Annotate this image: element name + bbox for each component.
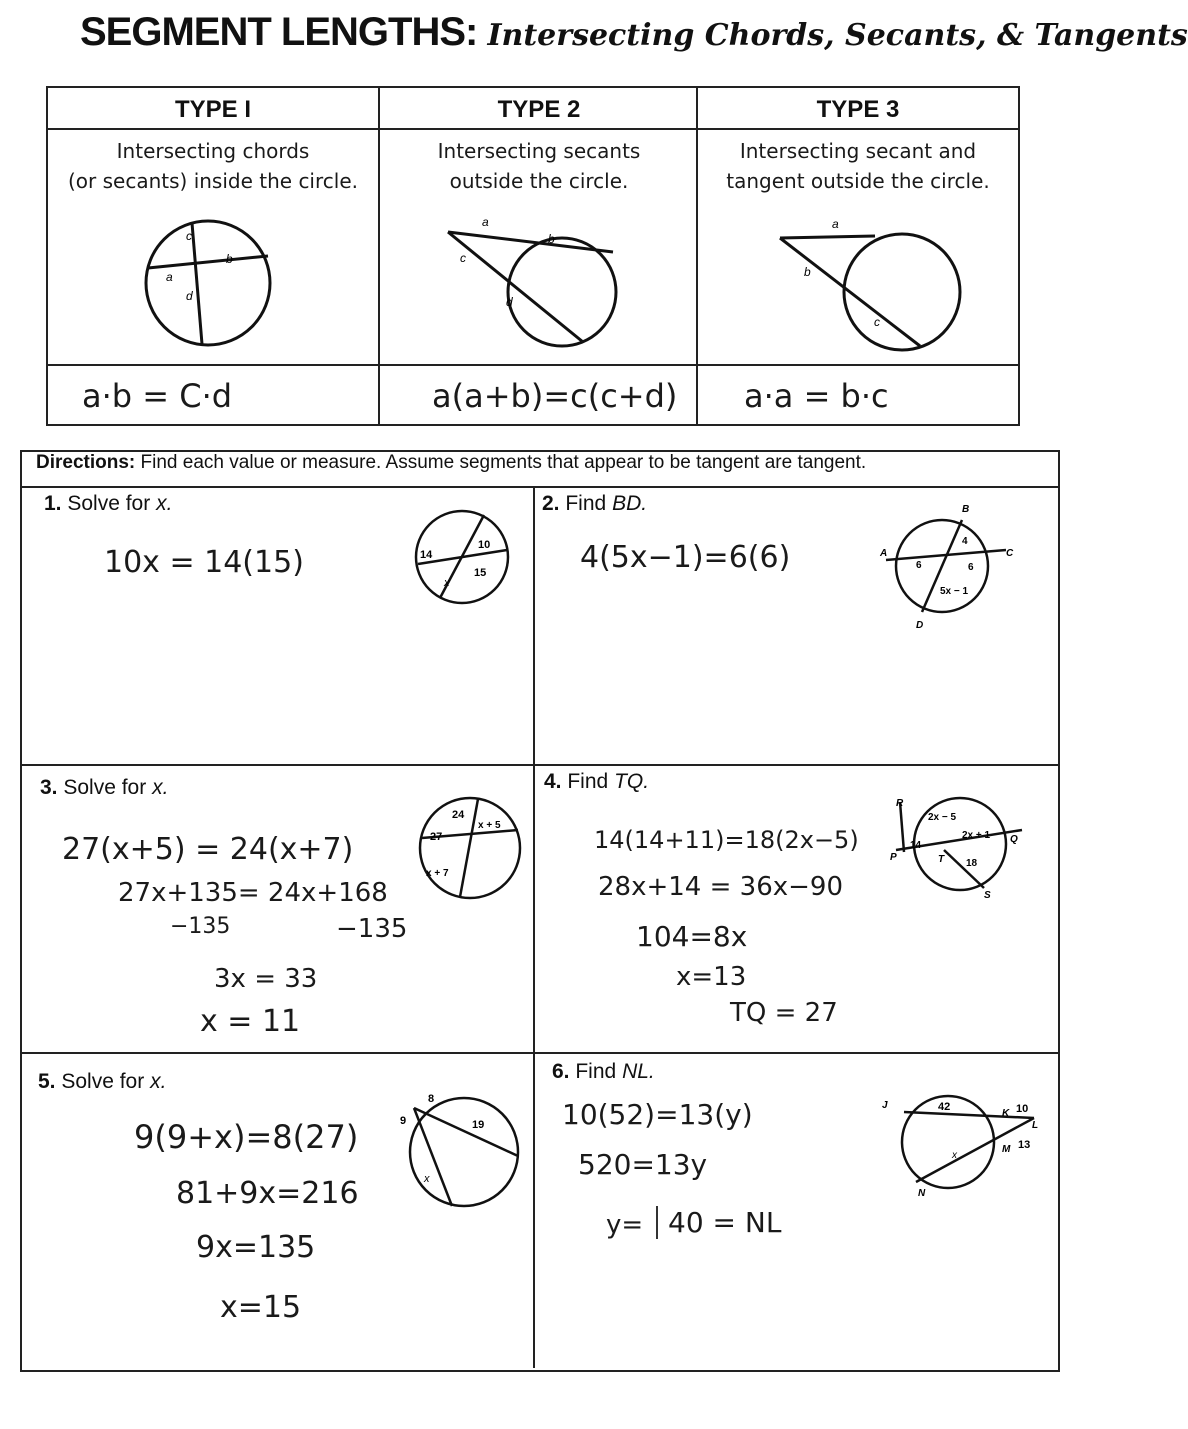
label-d: d <box>186 289 193 303</box>
label: 14 <box>910 840 922 851</box>
label: 27 <box>430 831 443 843</box>
directions-bold: Directions: <box>36 452 136 473</box>
label: K <box>1002 1108 1010 1119</box>
types-table <box>46 86 1020 426</box>
problem-6-diagram <box>872 1090 1042 1210</box>
chord <box>148 256 268 268</box>
label: 13 <box>1018 1139 1031 1151</box>
problem-number: 1. <box>44 492 62 515</box>
type-3-desc-line: Intersecting secant and <box>739 139 977 163</box>
problem-prompt: Solve for <box>63 776 147 799</box>
label: 2x + 1 <box>962 830 991 841</box>
type-1-desc-line: Intersecting chords <box>116 139 310 163</box>
problem-2-label <box>542 492 647 516</box>
label: 19 <box>472 1119 485 1131</box>
type-1-head: TYPE I <box>48 88 378 130</box>
label: L <box>1032 1120 1039 1131</box>
divider <box>22 764 1058 766</box>
type-1-desc-line: (or secants) inside the circle. <box>68 169 358 193</box>
label: P <box>890 852 897 863</box>
label: A <box>880 548 888 559</box>
problem-5-work-line: x=15 <box>220 1290 302 1325</box>
circle <box>508 238 616 346</box>
problem-4-work-line: 104=8x <box>636 920 748 953</box>
chord <box>192 223 202 344</box>
label: 9 <box>400 1115 407 1127</box>
type-1-column <box>48 88 378 424</box>
type-2-formula: a(a+b)=c(c+d) <box>380 364 698 424</box>
secant <box>780 238 920 346</box>
problem-2-work: 4(5x−1)=6(6) <box>580 540 791 575</box>
secant <box>916 1118 1034 1182</box>
label-d: d <box>506 295 513 309</box>
problem-number: 5. <box>38 1070 56 1093</box>
divider <box>22 1052 1058 1054</box>
problem-6-work-line: 10(52)=13(y) <box>562 1098 753 1131</box>
problem-6-work-line: 40 = NL <box>656 1206 791 1239</box>
label: M <box>1002 1144 1011 1155</box>
problem-3-work-line: −135 <box>336 914 408 944</box>
problem-number: 3. <box>40 776 58 799</box>
problem-1-label <box>44 492 172 516</box>
tangent <box>900 802 904 852</box>
problem-6-work-line: y= <box>606 1210 644 1240</box>
label: x <box>424 1173 430 1185</box>
problem-prompt: Find <box>567 770 609 793</box>
problem-variable: BD. <box>612 492 648 515</box>
label: D <box>916 620 924 631</box>
problem-6-work-line: 520=13y <box>578 1148 708 1181</box>
problem-1-work: 10x = 14(15) <box>104 545 304 580</box>
problem-variable: x. <box>152 776 169 799</box>
problem-4-diagram <box>884 790 1034 910</box>
label: x + 5 <box>478 820 501 831</box>
label: 14 <box>420 549 433 561</box>
label: 6 <box>968 562 974 573</box>
type-1-formula: a·b = C·d <box>48 364 378 424</box>
label: 2x − 5 <box>928 812 957 823</box>
problem-variable: x. <box>150 1070 167 1093</box>
label: T <box>938 854 945 865</box>
problem-number: 6. <box>552 1060 570 1083</box>
title-subtitle: Intersecting Chords, Secants, & Tangents <box>487 18 1188 53</box>
page-title <box>80 10 1188 55</box>
label: B <box>962 504 970 515</box>
problem-3-label <box>40 776 168 800</box>
secant <box>904 1112 1034 1118</box>
label-b: b <box>804 265 811 279</box>
problem-3-work-line: x = 11 <box>200 1004 301 1039</box>
type-2-head: TYPE 2 <box>380 88 698 130</box>
type-2-diagram <box>438 214 628 354</box>
divider <box>533 486 535 1368</box>
problem-5-work-line: 9x=135 <box>196 1230 316 1265</box>
type-1-diagram <box>128 208 298 358</box>
divider <box>22 486 1058 488</box>
type-2-description <box>384 136 694 196</box>
type-1-description <box>52 136 374 196</box>
type-2-desc-line: outside the circle. <box>449 169 629 193</box>
label-a: a <box>832 217 839 231</box>
label-a: a <box>482 215 489 229</box>
problem-prompt: Solve for <box>61 1070 145 1093</box>
problem-3-work-line: 27(x+5) = 24(x+7) <box>62 832 354 867</box>
problem-prompt: Solve for <box>67 492 151 515</box>
label: R <box>896 798 904 809</box>
problem-6-label <box>552 1060 655 1084</box>
problem-5-label <box>38 1070 166 1094</box>
chord <box>922 520 962 612</box>
problem-3-diagram <box>410 790 530 900</box>
type-3-column <box>696 88 1018 424</box>
problem-prompt: Find <box>565 492 607 515</box>
label: 5x − 1 <box>940 586 969 597</box>
label: J <box>882 1100 888 1111</box>
problem-prompt: Find <box>575 1060 617 1083</box>
label-c: c <box>460 251 466 265</box>
directions-text: Find each value or measure. Assume segments that appear to be tangent are tangent. <box>140 452 867 473</box>
problem-3-work-line: −135 <box>170 914 231 939</box>
label-b: b <box>226 252 233 266</box>
problem-2-diagram <box>876 498 1026 638</box>
type-3-desc-line: tangent outside the circle. <box>726 169 990 193</box>
label-c: c <box>186 229 192 243</box>
type-2-desc-line: Intersecting secants <box>437 139 641 163</box>
problem-variable: x. <box>156 492 173 515</box>
type-3-diagram <box>770 214 970 354</box>
problem-5-diagram <box>396 1084 526 1214</box>
label: 24 <box>452 809 465 821</box>
label: S <box>984 890 991 901</box>
label-b: b <box>548 232 555 246</box>
problem-5-work-line: 81+9x=216 <box>176 1176 359 1211</box>
tangent <box>780 236 875 238</box>
problem-number: 2. <box>542 492 560 515</box>
type-3-description <box>702 136 1014 196</box>
segment <box>944 850 984 888</box>
label: x <box>952 1150 957 1161</box>
problem-1-diagram <box>404 506 524 606</box>
label-a: a <box>166 270 173 284</box>
label: 10 <box>1016 1103 1029 1115</box>
label: 4 <box>962 536 968 547</box>
secant <box>448 232 583 342</box>
problem-number: 4. <box>544 770 562 793</box>
label: N <box>918 1188 926 1199</box>
label: 15 <box>474 567 487 579</box>
problem-variable: NL. <box>622 1060 655 1083</box>
problem-variable: TQ. <box>614 770 650 793</box>
label: 42 <box>938 1101 951 1113</box>
problem-3-work-line: 27x+135= 24x+168 <box>118 878 388 908</box>
label-c: c <box>874 315 880 329</box>
label: 10 <box>478 539 491 551</box>
label: x <box>444 577 450 589</box>
problem-4-work-line: 28x+14 = 36x−90 <box>598 872 843 902</box>
label: 6 <box>916 560 922 571</box>
type-3-head: TYPE 3 <box>698 88 1018 130</box>
label: x + 7 <box>426 868 449 879</box>
problem-3-work-line: 3x = 33 <box>214 964 318 994</box>
problem-5-work-line: 9(9+x)=8(27) <box>134 1118 359 1156</box>
label: 8 <box>428 1093 435 1105</box>
label: C <box>1006 548 1014 559</box>
title-main: SEGMENT LENGTHS: <box>80 10 478 54</box>
label: 18 <box>966 858 978 869</box>
problem-4-work-line: 14(14+11)=18(2x−5) <box>594 826 859 854</box>
problem-4-label <box>544 770 649 794</box>
label: Q <box>1010 834 1018 845</box>
type-2-column <box>378 88 698 424</box>
problem-4-work-line: x=13 <box>676 962 747 992</box>
circle <box>146 221 270 345</box>
problem-4-work-line: TQ = 27 <box>730 998 838 1028</box>
type-3-formula: a·a = b·c <box>698 364 1018 424</box>
directions <box>36 452 866 474</box>
